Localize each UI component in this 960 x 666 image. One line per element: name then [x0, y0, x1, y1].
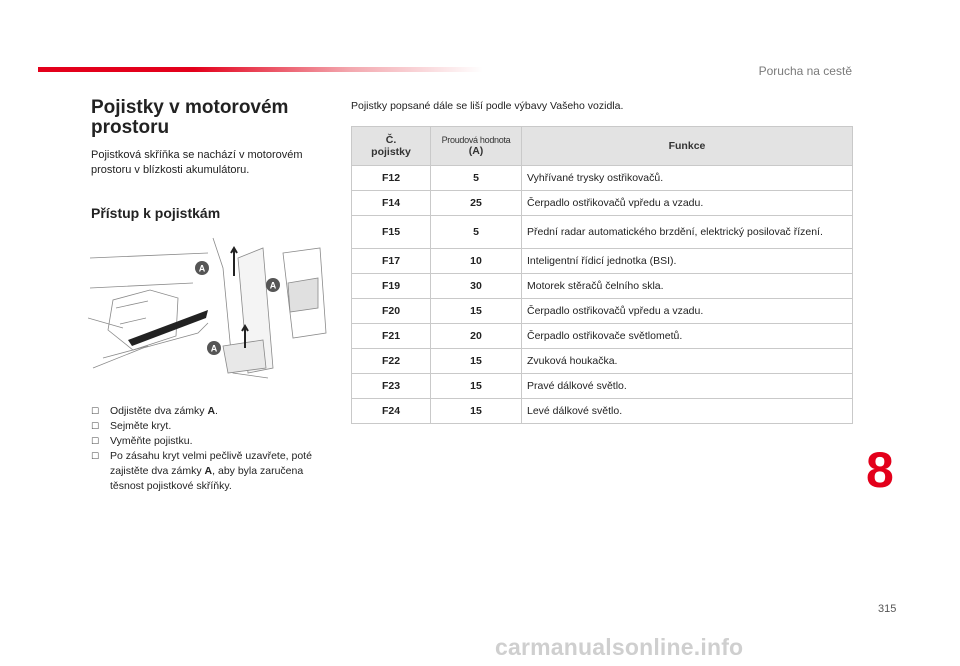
fuse-box-illustration: [88, 228, 333, 393]
chapter-accent-bar: [38, 67, 483, 72]
checkbox-bullet-icon: ☐: [91, 436, 100, 446]
left-column: [91, 98, 331, 178]
table-row: F21 20 Čerpadlo ostřikovače světlometů.: [352, 324, 853, 349]
table-row: F15 5 Přední radar automatického brzdění, elektrický posilovač řízení.: [352, 216, 853, 249]
access-steps-list: [91, 404, 331, 494]
watermark: carmanualsonline.info: [495, 634, 744, 660]
label-a-1: A: [198, 263, 206, 274]
table-row: F20 15 Čerpadlo ostřikovačů vpředu a vzadu.: [352, 299, 853, 324]
checkbox-bullet-icon: ☐: [91, 421, 100, 431]
label-a-badge: [195, 261, 209, 275]
intro-text: Pojistková skříňka se nachází v motorovém prostoru v blízkosti akumulátoru.: [91, 149, 303, 176]
header-fuse-number: Č. pojistky: [352, 127, 431, 166]
checkbox-bullet-icon: ☐: [91, 406, 100, 416]
label-a-2: A: [269, 280, 277, 291]
table-row: F19 30 Motorek stěračů čelního skla.: [352, 274, 853, 299]
table-row: F17 10 Inteligentní řídicí jednotka (BSI).: [352, 249, 853, 274]
fuse-table: [351, 126, 853, 424]
step-item: ☐ Po zásahu kryt velmi pečlivě uzavřete, poté zajistěte dva zámky A, aby byla zaručena těsnost pojistkové skříňky.: [91, 450, 312, 492]
section-title: Porucha na cestě: [758, 64, 852, 78]
header-function: Funkce: [522, 127, 853, 166]
header-amperage: Proudová hodnota (A): [431, 127, 522, 166]
page-number: 315: [878, 603, 897, 615]
label-a-badge: [266, 278, 280, 292]
page-title: [91, 98, 331, 138]
page-title-line1: Pojistky v motorovém: [91, 97, 289, 118]
table-row: F23 15 Pravé dálkové světlo.: [352, 374, 853, 399]
table-row: F12 5 Vyhřívané trysky ostřikovačů.: [352, 166, 853, 191]
table-row: F14 25 Čerpadlo ostřikovačů vpředu a vzadu.: [352, 191, 853, 216]
chapter-number: 8: [866, 442, 894, 498]
checkbox-bullet-icon: ☐: [91, 451, 100, 461]
table-row: F24 15 Levé dálkové světlo.: [352, 399, 853, 424]
page-title-line2: prostoru: [91, 117, 170, 138]
step-item: ☐ Odjistěte dva zámky A.: [91, 405, 218, 417]
table-row: F22 15 Zvuková houkačka.: [352, 349, 853, 374]
label-a-3: A: [210, 343, 218, 354]
equipment-note: Pojistky popsané dále se liší podle výbavy Vašeho vozidla.: [351, 100, 624, 112]
access-subtitle: Přístup k pojistkám: [91, 205, 221, 221]
label-a-badge: [207, 341, 221, 355]
fuse-table-header: [352, 127, 853, 166]
step-item: ☐ Sejměte kryt.: [91, 420, 172, 432]
step-item: ☐ Vyměňte pojistku.: [91, 435, 193, 447]
